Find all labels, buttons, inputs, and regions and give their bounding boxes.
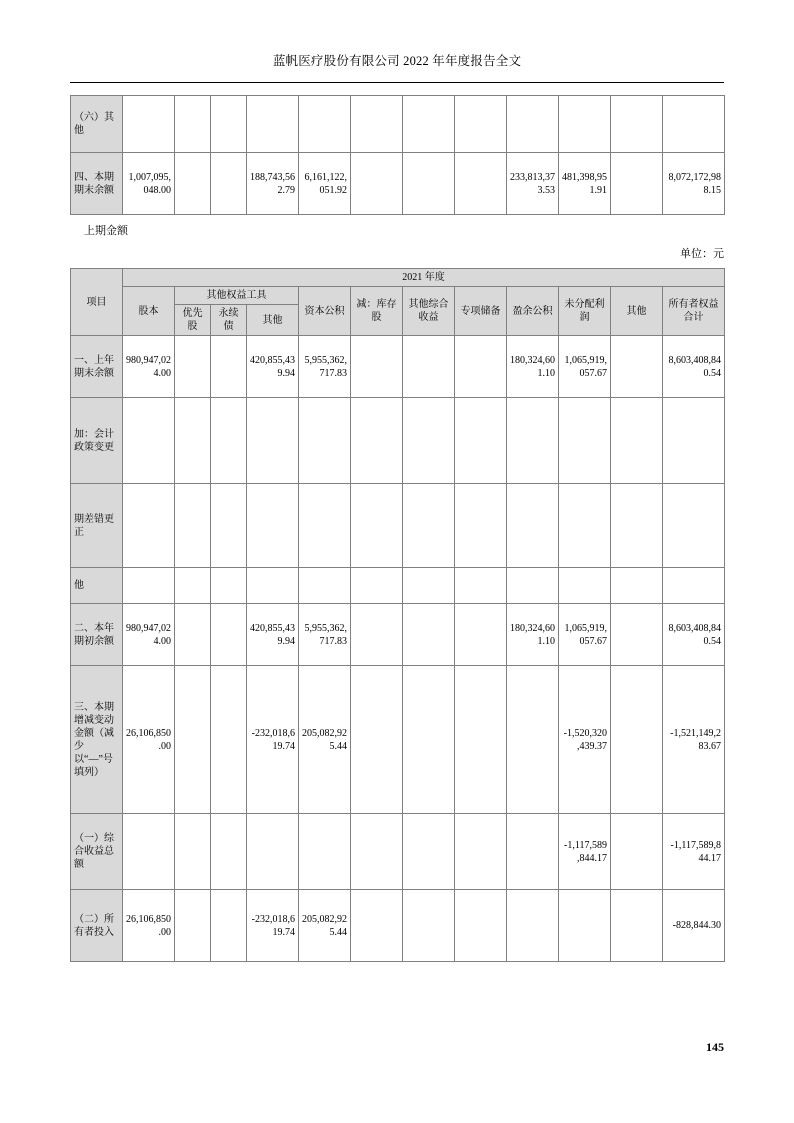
cell-value [351, 890, 403, 962]
col-undistributed-profit: 未分配利润 [559, 287, 611, 336]
cell-value [123, 96, 175, 153]
cell-value: 8,603,408,840.54 [663, 336, 725, 398]
col-surplus-reserve: 盈余公积 [507, 287, 559, 336]
cell-value [455, 96, 507, 153]
cell-value [211, 890, 247, 962]
cell-value [559, 890, 611, 962]
row-label: 加：会计政策变更 [71, 398, 123, 484]
col-period-2021: 2021 年度 [123, 269, 725, 287]
cell-value [299, 484, 351, 568]
cell-value [175, 890, 211, 962]
cell-value [175, 336, 211, 398]
cell-value: -1,117,589,844.17 [663, 814, 725, 890]
cell-value [611, 398, 663, 484]
table-row [71, 604, 725, 666]
cell-value [455, 814, 507, 890]
cell-value [247, 568, 299, 604]
cell-value [403, 153, 455, 215]
cell-value [299, 814, 351, 890]
cell-value [211, 153, 247, 215]
cell-value: 205,082,925.44 [299, 666, 351, 814]
cell-value [507, 814, 559, 890]
cell-value [403, 666, 455, 814]
cell-value [299, 568, 351, 604]
cell-value [611, 666, 663, 814]
cell-value: 980,947,024.00 [123, 604, 175, 666]
cell-value [351, 96, 403, 153]
col-capital-reserve: 资本公积 [299, 287, 351, 336]
row-label: （一）综合收益总额 [71, 814, 123, 890]
cell-value [175, 96, 211, 153]
cell-value [559, 568, 611, 604]
cell-value [403, 96, 455, 153]
cell-value: -232,018,619.74 [247, 666, 299, 814]
cell-value [611, 484, 663, 568]
cell-value: 26,106,850.00 [123, 890, 175, 962]
cell-value [611, 336, 663, 398]
cell-value [123, 398, 175, 484]
cell-value [247, 398, 299, 484]
table-row [71, 814, 725, 890]
equity-statement-continuation-table [70, 95, 725, 215]
cell-value [211, 568, 247, 604]
cell-value [663, 568, 725, 604]
document-header: 蓝帆医疗股份有限公司 2022 年年度报告全文 [272, 54, 522, 68]
cell-value [123, 568, 175, 604]
row-label: （二）所有者投入 [71, 890, 123, 962]
cell-value [455, 336, 507, 398]
table-row [71, 666, 725, 814]
col-other: 其他 [611, 287, 663, 336]
cell-value: -1,520,320,439.37 [559, 666, 611, 814]
cell-value: 6,161,122,051.92 [299, 153, 351, 215]
cell-value [211, 336, 247, 398]
cell-value [351, 568, 403, 604]
cell-value [403, 890, 455, 962]
cell-value [211, 484, 247, 568]
cell-value [211, 96, 247, 153]
cell-value [175, 568, 211, 604]
cell-value [351, 814, 403, 890]
cell-value [455, 153, 507, 215]
cell-value [123, 814, 175, 890]
cell-value [507, 484, 559, 568]
cell-value: 188,743,562.79 [247, 153, 299, 215]
cell-value: 1,065,919,057.67 [559, 336, 611, 398]
cell-value [507, 398, 559, 484]
cell-value [663, 96, 725, 153]
cell-value [351, 666, 403, 814]
cell-value: 420,855,439.94 [247, 604, 299, 666]
col-perpetual-bond: 永续债 [211, 305, 247, 336]
table-row [71, 153, 725, 215]
col-other-instrument: 其他 [247, 305, 299, 336]
cell-value [559, 398, 611, 484]
cell-value [611, 604, 663, 666]
cell-value: 420,855,439.94 [247, 336, 299, 398]
col-other-equity-instruments: 其他权益工具 [175, 287, 299, 305]
cell-value [175, 398, 211, 484]
table-row [71, 568, 725, 604]
cell-value [351, 484, 403, 568]
cell-value [611, 96, 663, 153]
table-row [71, 96, 725, 153]
cell-value [123, 484, 175, 568]
cell-value: 1,065,919,057.67 [559, 604, 611, 666]
cell-value [403, 814, 455, 890]
cell-value [299, 398, 351, 484]
cell-value [211, 398, 247, 484]
row-label: 一、上年期末余额 [71, 336, 123, 398]
col-special-reserve: 专项储备 [455, 287, 507, 336]
cell-value: 481,398,951.91 [559, 153, 611, 215]
cell-value [507, 666, 559, 814]
cell-value [351, 336, 403, 398]
cell-value [247, 96, 299, 153]
cell-value [559, 484, 611, 568]
cell-value: 8,603,408,840.54 [663, 604, 725, 666]
cell-value [455, 890, 507, 962]
table-row [71, 336, 725, 398]
cell-value [455, 604, 507, 666]
cell-value [455, 666, 507, 814]
cell-value [403, 568, 455, 604]
col-total-owners-equity: 所有者权益合计 [663, 287, 725, 336]
row-label: 三、本期增减变动金额（减少以“—”号填列） [71, 666, 123, 814]
row-label: （六）其他 [71, 96, 123, 153]
cell-value: -1,521,149,283.67 [663, 666, 725, 814]
cell-value: 1,007,095,048.00 [123, 153, 175, 215]
cell-value [455, 568, 507, 604]
cell-value [403, 336, 455, 398]
cell-value [211, 666, 247, 814]
cell-value: 5,955,362,717.83 [299, 604, 351, 666]
cell-value [247, 814, 299, 890]
cell-value: -1,117,589,844.17 [559, 814, 611, 890]
cell-value: -828,844.30 [663, 890, 725, 962]
row-label: 二、本年期初余额 [71, 604, 123, 666]
table-header [71, 269, 725, 336]
cell-value [611, 814, 663, 890]
cell-value [663, 484, 725, 568]
cell-value [351, 153, 403, 215]
cell-value [175, 604, 211, 666]
table-row [71, 484, 725, 568]
cell-value: 5,955,362,717.83 [299, 336, 351, 398]
cell-value [507, 96, 559, 153]
cell-value [211, 604, 247, 666]
cell-value [403, 398, 455, 484]
cell-value [299, 96, 351, 153]
cell-value: 205,082,925.44 [299, 890, 351, 962]
prior-period-caption: 上期金额 [84, 225, 128, 237]
row-label: 他 [71, 568, 123, 604]
equity-statement-prior-year-table [70, 268, 725, 962]
col-other-comprehensive-income: 其他综合收益 [403, 287, 455, 336]
page-number: 145 [706, 1040, 724, 1054]
cell-value [663, 398, 725, 484]
cell-value: 980,947,024.00 [123, 336, 175, 398]
cell-value [175, 814, 211, 890]
row-label: 四、本期期末余额 [71, 153, 123, 215]
col-less-treasury-stock: 减：库存股 [351, 287, 403, 336]
row-label: 期差错更正 [71, 484, 123, 568]
cell-value [455, 484, 507, 568]
table-row [71, 398, 725, 484]
cell-value [611, 568, 663, 604]
cell-value [247, 484, 299, 568]
cell-value [455, 398, 507, 484]
header-row-period [71, 269, 725, 287]
table-row [71, 890, 725, 962]
unit-label: 单位：元 [680, 248, 724, 260]
cell-value [611, 890, 663, 962]
col-preferred-stock: 优先股 [175, 305, 211, 336]
cell-value [403, 604, 455, 666]
cell-value: 180,324,601.10 [507, 604, 559, 666]
cell-value: -232,018,619.74 [247, 890, 299, 962]
cell-value [351, 604, 403, 666]
cell-value [175, 153, 211, 215]
cell-value [175, 666, 211, 814]
cell-value: 233,813,373.53 [507, 153, 559, 215]
col-item: 项目 [71, 269, 123, 336]
cell-value: 180,324,601.10 [507, 336, 559, 398]
cell-value [611, 153, 663, 215]
cell-value [175, 484, 211, 568]
cell-value [351, 398, 403, 484]
col-share-capital: 股本 [123, 287, 175, 336]
header-divider [70, 82, 724, 83]
cell-value [403, 484, 455, 568]
cell-value [559, 96, 611, 153]
cell-value: 26,106,850.00 [123, 666, 175, 814]
cell-value [507, 568, 559, 604]
cell-value [507, 890, 559, 962]
header-row-group [71, 287, 725, 305]
cell-value [211, 814, 247, 890]
cell-value: 8,072,172,988.15 [663, 153, 725, 215]
